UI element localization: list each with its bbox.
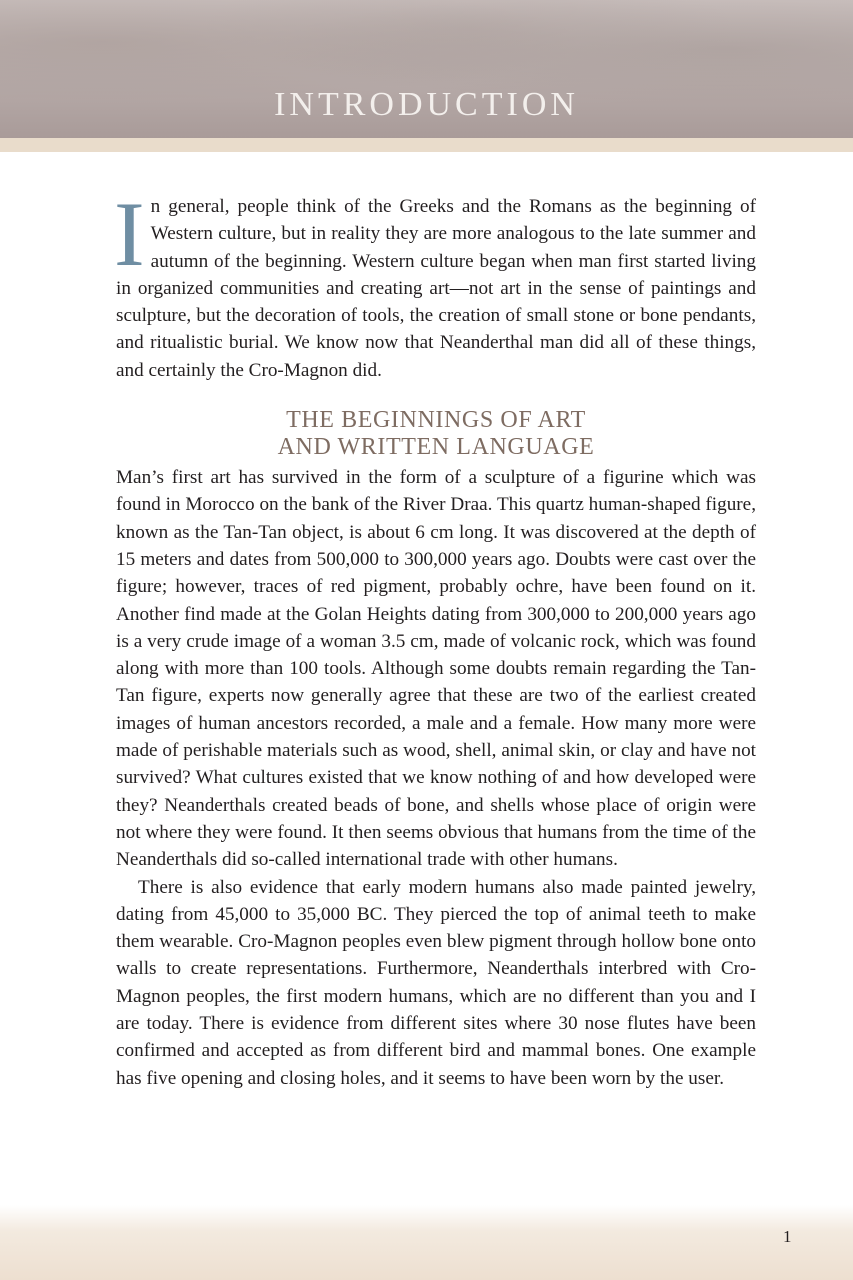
section-heading bbox=[116, 407, 756, 461]
drop-cap: I bbox=[114, 183, 145, 285]
page-number: 1 bbox=[783, 1227, 792, 1246]
chapter-header-banner bbox=[0, 0, 853, 138]
body-paragraph-2: There is also evidence that early modern humans also made painted jewelry, dating from 45,000 to 35,000 BC. They pierced the top of animal teeth to make them wearable. Cro-Magnon peoples even blew pigment through hollow bone onto walls to create representations. Furthermore, Neanderthals interbred with Cro-Magnon peoples, the first modern humans, which are no different than you and I are today. There is evidence from different sites where 30 nose flutes have been confirmed and accepted as from different bird and mammal bones. One example has five opening and closing holes, and it seems to have been worn by the user. bbox=[116, 876, 756, 1089]
section-heading-line-1: THE BEGINNINGS OF ART bbox=[286, 407, 586, 434]
page-body bbox=[114, 183, 756, 1092]
intro-text: n general, people think of the Greeks and the Romans as the beginning of Western culture, but in reality they are more analogous to the late summer and autumn of the beginning. Western culture began when man first started living in organized communities and creating art—not art in the sense of paintings and sculpture, but the decoration of tools, the creation of small stone or bone pendants, and ritualistic burial. We know now that Neanderthal man did all of these things, and certainly the Cro-Magnon did. bbox=[116, 196, 756, 381]
chapter-title: INTRODUCTION bbox=[274, 86, 579, 123]
section-heading-line-2: AND WRITTEN LANGUAGE bbox=[277, 434, 595, 461]
intro-paragraph bbox=[114, 183, 756, 384]
body-paragraph-1: Man’s first art has survived in the form of a sculpture of a figurine which was found in Morocco on the bank of the River Draa. This quartz human-shaped figure, known as the Tan-Tan object, is about 6 cm long. It was discovered at the depth of 15 meters and dates from 500,000 to 300,000 years ago. Doubts were cast over the figure; however, traces of red pigment, probably ochre, have been found on it. Another find made at the Golan Heights dating from 300,000 to 200,000 years ago is a very crude image of a woman 3.5 cm, made of volcanic rock, which was found along with more than 100 tools. Although some doubts remain regarding the Tan-Tan figure, experts now generally agree that these are two of the earliest created images of human ancestors recorded, a male and a female. How many more were made of perishable materials such as wood, shell, animal skin, or clay and have not survived? What cultures existed that we know nothing of and how developed were they? Neanderthals created beads of bone, and shells whose place of origin were not where they were found. It then seems obvious that humans from the time of the Neanderthals did so-called international trade with other humans. bbox=[116, 467, 756, 871]
header-divider-strip bbox=[0, 138, 853, 152]
footer-decorative-band bbox=[0, 1205, 853, 1280]
